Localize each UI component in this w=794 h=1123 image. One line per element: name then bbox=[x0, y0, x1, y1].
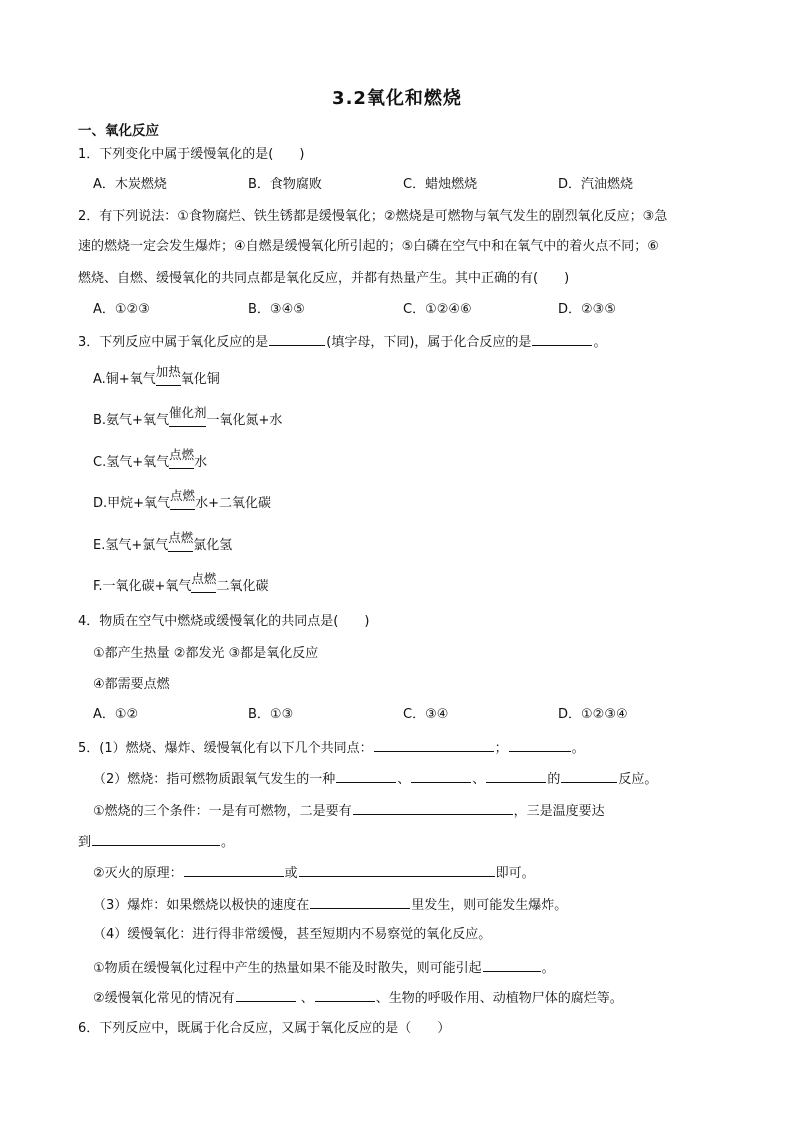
answer-blank[interactable] bbox=[92, 832, 220, 846]
question-1: 1．下列变化中属于缓慢氧化的是( ) bbox=[78, 147, 305, 162]
reaction-condition: 点燃 bbox=[168, 536, 193, 554]
question-5-slow-oxidation-2 bbox=[93, 988, 623, 1008]
section-heading: 一、氧化反应 bbox=[78, 123, 159, 139]
products: 一氧化氮+水 bbox=[206, 413, 283, 428]
option-c: C．③④ bbox=[403, 707, 449, 722]
reaction-arrow bbox=[169, 468, 194, 469]
reaction-condition: 加热 bbox=[156, 370, 181, 388]
text: 。 bbox=[541, 961, 555, 976]
reaction-a bbox=[93, 364, 220, 389]
question-5-conditions bbox=[93, 801, 605, 821]
question-4-options bbox=[93, 706, 733, 724]
reaction-condition: 催化剂 bbox=[169, 411, 207, 429]
question-3-stem-a: 3．下列反应中属于氧化反应的是 bbox=[78, 335, 269, 350]
reaction-b bbox=[93, 405, 283, 430]
text: 的 bbox=[547, 772, 561, 787]
answer-blank[interactable] bbox=[486, 769, 546, 783]
answer-blank[interactable] bbox=[269, 332, 325, 346]
answer-blank[interactable] bbox=[310, 895, 410, 909]
answer-blank[interactable] bbox=[411, 769, 471, 783]
question-2-line-3: 燃烧、自燃、缓慢氧化的共同点都是氧化反应，并都有热量产生。其中正确的有( ) bbox=[78, 271, 570, 286]
question-2-line-2: 速的燃烧一定会发生爆炸；④自燃是缓慢氧化所引起的；⑤白磷在空气中和在氧气中的着火点不同；⑥ bbox=[78, 239, 659, 254]
reactants: E.氢气+氯气 bbox=[93, 538, 169, 553]
products: 水+二氧化碳 bbox=[195, 496, 271, 511]
reaction-arrow bbox=[168, 551, 193, 552]
text: （2）燃烧：指可燃物质跟氧气发生的一种 bbox=[93, 772, 336, 787]
answer-blank[interactable] bbox=[509, 738, 571, 752]
reactants: C.氢气+氧气 bbox=[93, 455, 170, 470]
answer-blank[interactable] bbox=[353, 801, 513, 815]
text: （3）爆炸：如果燃烧以极快的速度在 bbox=[93, 898, 310, 913]
text: 反应。 bbox=[618, 772, 658, 787]
reaction-e bbox=[93, 530, 233, 555]
option-a: A．①② bbox=[93, 707, 139, 722]
text: 5．(1）燃烧、爆炸、缓慢氧化有以下几个共同点： bbox=[78, 741, 373, 756]
text: ①物质在缓慢氧化过程中产生的热量如果不能及时散失，则可能引起 bbox=[93, 961, 482, 976]
reaction-condition: 点燃 bbox=[169, 453, 194, 471]
question-4-statement-1: ①都产生热量 ②都发光 ③都是氧化反应 bbox=[93, 646, 319, 661]
option-b: B．食物腐败 bbox=[248, 177, 322, 192]
reaction-condition: 点燃 bbox=[191, 577, 216, 595]
question-5-part-1 bbox=[78, 738, 585, 758]
text: ②缓慢氧化常见的情况有 bbox=[93, 991, 235, 1006]
reactants: B.氨气+氧气 bbox=[93, 413, 169, 428]
reaction-c bbox=[93, 447, 208, 472]
option-d: D．①②③④ bbox=[558, 707, 628, 722]
text: ； bbox=[494, 741, 508, 756]
reactants: A.铜+氧气 bbox=[93, 372, 156, 387]
reaction-f bbox=[93, 571, 269, 596]
text: 、 bbox=[397, 772, 411, 787]
reaction-arrow bbox=[170, 509, 195, 510]
option-b: B．③④⑤ bbox=[248, 302, 305, 317]
products: 二氧化碳 bbox=[216, 579, 269, 594]
text: ，三是温度要达 bbox=[513, 804, 605, 819]
text: ②灭火的原理： bbox=[93, 866, 183, 881]
option-c: C．蜡烛燃烧 bbox=[403, 177, 478, 192]
question-4-statement-2: ④都需要点燃 bbox=[93, 677, 170, 692]
text: 即可。 bbox=[495, 866, 535, 881]
text: 或 bbox=[284, 866, 298, 881]
reaction-condition: 点燃 bbox=[170, 494, 195, 512]
reaction-arrow bbox=[169, 426, 207, 427]
reaction-arrow bbox=[156, 385, 181, 386]
products: 水 bbox=[194, 455, 208, 470]
question-5-conditions-cont bbox=[78, 832, 234, 852]
answer-blank[interactable] bbox=[336, 769, 396, 783]
question-6: 6．下列反应中，既属于化合反应，又属于氧化反应的是（ ） bbox=[78, 1021, 451, 1036]
option-c: C．①②④⑥ bbox=[403, 302, 472, 317]
products: 氯化氢 bbox=[193, 538, 233, 553]
reaction-arrow bbox=[191, 592, 216, 593]
question-5-extinguish bbox=[93, 863, 535, 883]
question-5-part-2 bbox=[93, 769, 657, 789]
question-4: 4．物质在空气中燃烧或缓慢氧化的共同点是( ) bbox=[78, 614, 370, 629]
answer-blank[interactable] bbox=[532, 332, 592, 346]
reaction-d bbox=[93, 488, 271, 513]
question-1-options bbox=[93, 176, 733, 194]
question-5-part-3 bbox=[93, 895, 567, 915]
reactants: D.甲烷+氧气 bbox=[93, 496, 171, 511]
question-2-line-1: 2．有下列说法：①食物腐烂、铁生锈都是缓慢氧化；②燃烧是可燃物与氧气发生的剧烈氧化反应；③急 bbox=[78, 209, 668, 224]
answer-blank[interactable] bbox=[184, 863, 284, 877]
question-3 bbox=[78, 332, 606, 352]
question-5-part-4: （4）缓慢氧化：进行得非常缓慢，甚至短期内不易察觉的氧化反应。 bbox=[93, 927, 492, 942]
answer-blank[interactable] bbox=[561, 769, 617, 783]
text: 。 bbox=[221, 835, 235, 850]
text: 、生物的呼吸作用、动植物尸体的腐烂等。 bbox=[375, 991, 623, 1006]
text: ①燃烧的三个条件：一是有可燃物，二是要有 bbox=[93, 804, 352, 819]
question-3-stem-c: 。 bbox=[593, 335, 607, 350]
page-title: 3.2氧化和燃烧 bbox=[332, 88, 462, 109]
option-d: D．②③⑤ bbox=[558, 302, 616, 317]
question-5-slow-oxidation-1 bbox=[93, 958, 555, 978]
option-a: A．①②③ bbox=[93, 302, 150, 317]
option-a: A．木炭燃烧 bbox=[93, 177, 167, 192]
text: 里发生，则可能发生爆炸。 bbox=[411, 898, 568, 913]
text: 到 bbox=[78, 835, 92, 850]
text: 、 bbox=[296, 991, 314, 1006]
question-2-options bbox=[93, 301, 733, 319]
answer-blank[interactable] bbox=[315, 988, 375, 1002]
answer-blank[interactable] bbox=[483, 958, 541, 972]
reactants: F.一氧化碳+氧气 bbox=[93, 579, 192, 594]
answer-blank[interactable] bbox=[236, 988, 296, 1002]
text: 、 bbox=[472, 772, 486, 787]
products: 氧化铜 bbox=[180, 372, 220, 387]
option-d: D．汽油燃烧 bbox=[558, 177, 634, 192]
text: 。 bbox=[571, 741, 585, 756]
question-3-stem-b: (填字母，下同)，属于化合反应的是 bbox=[326, 335, 532, 350]
answer-blank[interactable] bbox=[374, 738, 494, 752]
option-b: B．①③ bbox=[248, 707, 294, 722]
answer-blank[interactable] bbox=[299, 863, 495, 877]
